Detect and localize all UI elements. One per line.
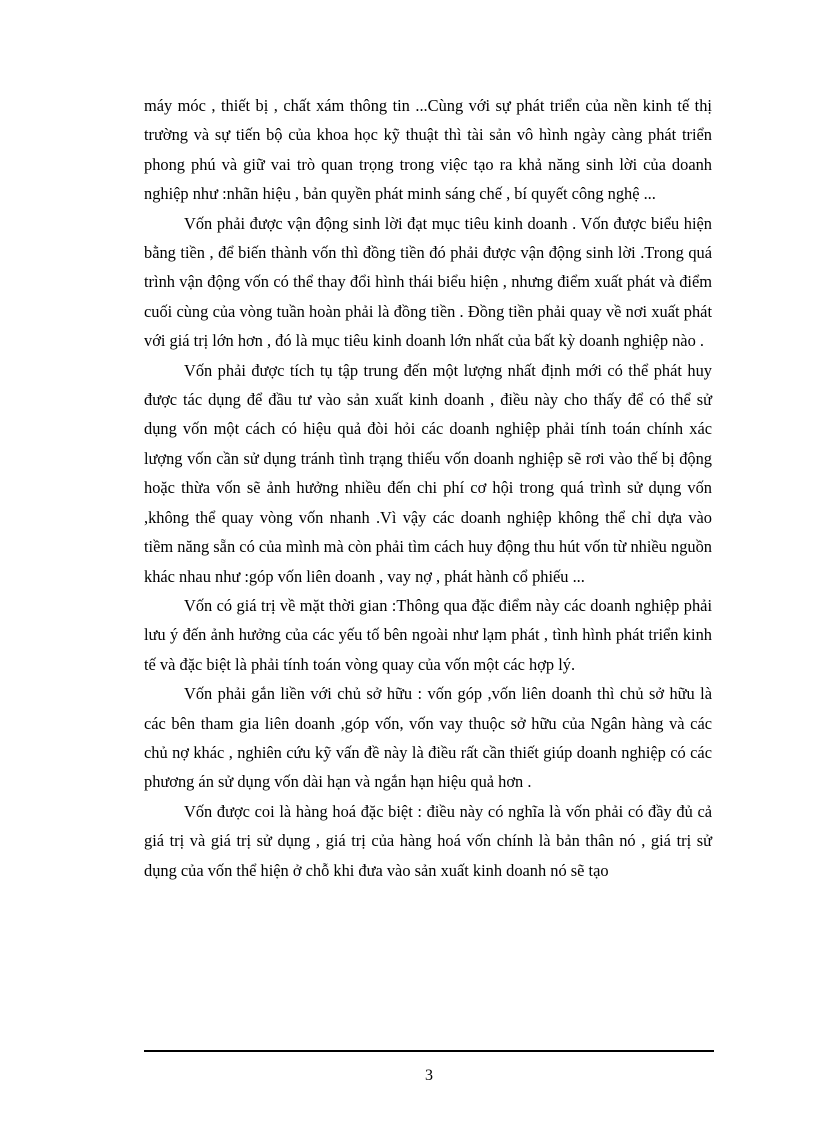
document-body [144,91,712,885]
paragraph-time-value: Vốn có giá trị về mặt thời gian :Thông qua đặc điểm này các doanh nghiệp phải lưu ý đến ảnh hưởng của các yếu tố bên ngoài như lạm phát , tình hình phát triển kinh tế và đặc biệt là phải tính toán vòng quay của vốn một các hợp lý. [144,595,712,674]
page-number: 3 [425,1067,433,1084]
paragraph-special-commodity: Vốn được coi là hàng hoá đặc biệt : điều này có nghĩa là vốn phải có đầy đủ cả giá trị và giá trị sử dụng , giá trị của hàng hoá vốn chính là bản thân nó , giá trị sử dụng của vốn thể hiện ở chỗ khi đưa vào sản xuất kinh doanh nó sẽ tạo [144,801,712,880]
paragraph-profit-movement: Vốn phải được vận động sinh lời đạt mục tiêu kinh doanh . Vốn được biểu hiện bằng tiền , để biến thành vốn thì đồng tiền đó phải được vận động sinh lời .Trong quá trình vận động vốn có thể thay đổi hình thái biểu hiện , nhưng điểm xuất phát và điểm cuối cùng của vòng tuần hoàn phải là đồng tiền . Đồng tiền phải quay về nơi xuất phát với giá trị lớn hơn , đó là mục tiêu kinh doanh lớn nhất của bất kỳ doanh nghiệp nào . [144,213,712,351]
paragraph-accumulation: Vốn phải được tích tụ tập trung đến một lượng nhất định mới có thể phát huy được tác dụng để đầu tư vào sản xuất kinh doanh , điều này cho thấy để có thể sử dụng vốn một cách có hiệu quả đòi hỏi các doanh nghiệp phải tính toán chính xác lượng vốn cần sử dụng tránh tình trạng thiếu vốn doanh nghiệp sẽ rơi vào thế bị động hoặc thừa vốn sẽ ảnh hưởng nhiều đến chi phí cơ hội trong quá trình sử dụng vốn ,không thể quay vòng vốn nhanh .Vì vậy các doanh nghiệp không thể chỉ dựa vào tiềm năng sẵn có của mình mà còn phải tìm cách huy động thu hút vốn từ nhiều nguồn khác nhau như :góp vốn liên doanh , vay nợ , phát hành cổ phiếu ... [144,360,712,586]
footer-divider [144,1050,714,1052]
paragraph-ownership: Vốn phải gắn liền với chủ sở hữu : vốn góp ,vốn liên doanh thì chủ sở hữu là các bên tham gia liên doanh ,góp vốn, vốn vay thuộc sở hữu của Ngân hàng và các chủ nợ khác , nghiên cứu kỹ vấn đề này là điều rất cần thiết giúp doanh nghiệp có các phương án sử dụng vốn dài hạn và ngắn hạn hiệu quả hơn . [144,684,712,792]
paragraph-continuation: máy móc , thiết bị , chất xám thông tin ...Cùng với sự phát triển của nền kinh tế thị trường và sự tiến bộ của khoa học kỹ thuật thì tài sản vô hình ngày càng phát triển phong phú và giữ vai trò quan trọng trong việc tạo ra khả năng sinh lời của doanh nghiệp như :nhãn hiệu , bản quyền phát minh sáng chế , bí quyết công nghệ ... [144,96,712,204]
